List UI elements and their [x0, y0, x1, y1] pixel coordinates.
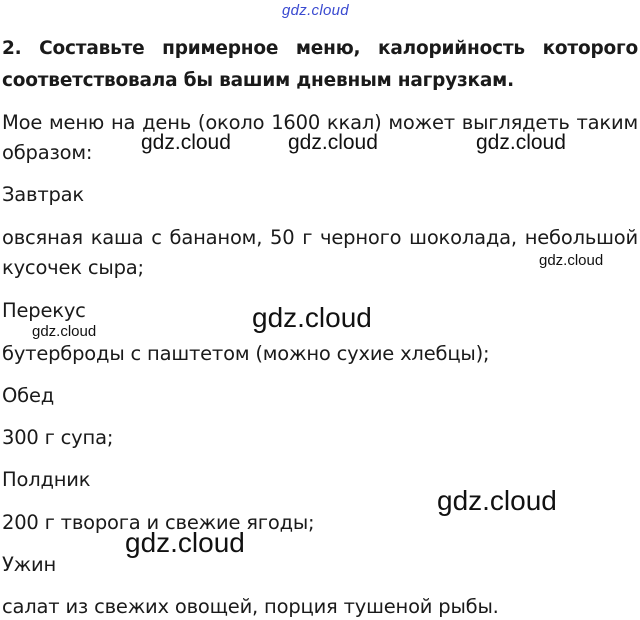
watermark: gdz.cloud — [32, 323, 97, 340]
lunch-title: Обед — [2, 384, 55, 407]
task-heading-line-1: 2. Составьте примерное меню, калорийность которого — [2, 38, 638, 59]
watermark: gdz.cloud — [125, 527, 245, 558]
afternoon-line-1: 200 г творога и свежие ягоды; — [2, 511, 315, 534]
dinner-line-1: салат из свежих овощей, порция тушеной рыбы. — [2, 595, 499, 618]
breakfast-line-1: овсяная каша с бананом, 50 г черного шоколада, небольшой — [2, 226, 638, 249]
breakfast-line-2: кусочек сыра; — [2, 256, 144, 279]
watermark: gdz.cloud — [252, 302, 372, 333]
watermark: gdz.cloud — [141, 131, 231, 154]
snack-title: Перекус — [2, 299, 86, 322]
watermark-top: gdz.cloud — [282, 2, 349, 19]
task-heading-line-2: соответствовала бы вашим дневным нагрузкам. — [2, 70, 514, 91]
watermark: gdz.cloud — [476, 131, 566, 154]
dinner-title: Ужин — [2, 553, 57, 576]
afternoon-title: Полдник — [2, 468, 91, 491]
intro-line-1: Мое меню на день (около 1600 ккал) может выглядеть таким — [2, 111, 638, 134]
watermark: gdz.cloud — [539, 252, 604, 269]
snack-line-1: бутерброды с паштетом (можно сухие хлебцы); — [2, 342, 490, 365]
watermark: gdz.cloud — [288, 131, 378, 154]
watermark: gdz.cloud — [437, 485, 557, 516]
lunch-line-1: 300 г супа; — [2, 426, 114, 449]
intro-line-2: образом: — [2, 141, 93, 164]
breakfast-title: Завтрак — [2, 183, 85, 206]
